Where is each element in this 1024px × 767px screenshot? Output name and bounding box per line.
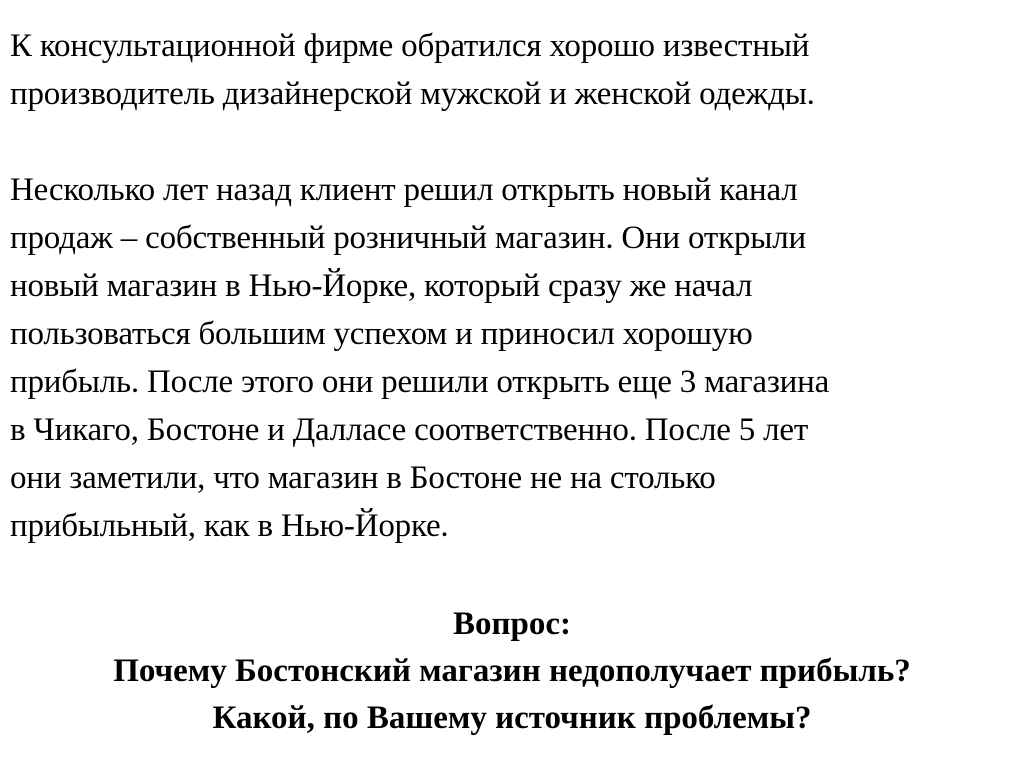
question-line-1: Почему Бостонский магазин недополучает прибыль?: [113, 653, 911, 689]
paragraph-2-line-8: прибыльный, как в Нью-Йорке.: [10, 508, 449, 544]
paragraph-2-line-2: продаж – собственный розничный магазин. Они открыли: [10, 220, 806, 256]
paragraph-2-line-7: они заметили, что магазин в Бостоне не на столько: [10, 460, 716, 496]
question-line-2: Какой, по Вашему источник проблемы?: [212, 700, 812, 736]
paragraph-2-line-3: новый магазин в Нью-Йорке, который сразу же начал: [10, 268, 753, 304]
paragraph-2-line-1: Несколько лет назад клиент решил открыть новый канал: [10, 172, 798, 208]
paragraph-1-line-2: производитель дизайнерской мужской и женской одежды.: [10, 76, 815, 112]
paragraph-2-line-4: пользоваться большим успехом и приносил хорошую: [10, 316, 753, 352]
paragraph-2-line-6: в Чикаго, Бостоне и Далласе соответственно. После 5 лет: [10, 412, 809, 448]
paragraph-gap: [10, 118, 1014, 166]
paragraph-2-line-5: прибыль. После этого они решили открыть еще 3 магазина: [10, 364, 830, 400]
case-description: [10, 22, 1014, 550]
question-block: [0, 601, 1024, 742]
paragraph-1-line-1: К консультационной фирме обратился хорошо известный: [10, 28, 810, 64]
question-heading: Вопрос:: [452, 606, 571, 642]
